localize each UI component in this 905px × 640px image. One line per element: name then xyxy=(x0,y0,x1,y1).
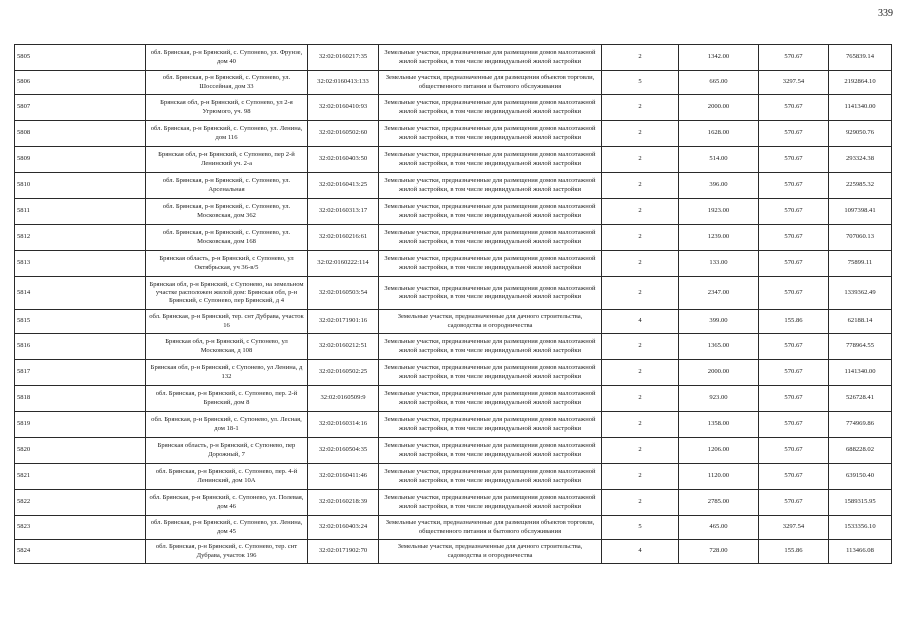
area-cell: 2785.00 xyxy=(679,490,759,516)
address-cell: Брянская обл, р-н Брянский, с Супонево, ул Ленина, д 132 xyxy=(146,360,308,386)
area-cell: 923.00 xyxy=(679,386,759,412)
land-use-cell: Земельные участки, предназначенные для размещения домов малоэтажной жилой застройки, в том числе индивидуальной жилой застройки xyxy=(379,95,602,121)
land-use-cell: Земельные участки, предназначенные для размещения домов малоэтажной жилой застройки, в том числе индивидуальной жилой застройки xyxy=(379,45,602,71)
cadastral-number-cell: 32:02:0160411:46 xyxy=(308,464,379,490)
land-use-cell: Земельные участки, предназначенные для размещения домов малоэтажной жилой застройки, в том числе индивидуальной жилой застройки xyxy=(379,412,602,438)
area-cell: 1923.00 xyxy=(679,199,759,225)
table-row xyxy=(15,121,892,147)
table-row xyxy=(15,95,892,121)
row-number: 5817 xyxy=(15,360,146,386)
land-use-cell: Земельные участки, предназначенные для размещения домов малоэтажной жилой застройки, в том числе индивидуальной жилой застройки xyxy=(379,464,602,490)
land-use-cell: Земельные участки, предназначенные для размещения домов малоэтажной жилой застройки, в том числе индивидуальной жилой застройки xyxy=(379,225,602,251)
table-row xyxy=(15,438,892,464)
area-cell: 1239.00 xyxy=(679,225,759,251)
address-cell: обл. Брянская, р-н Брянский, с. Супонево, тер. снт Дубрава, участок 196 xyxy=(146,540,308,564)
table-row xyxy=(15,464,892,490)
cadastral-number-cell: 32:02:0160502:25 xyxy=(308,360,379,386)
table-row xyxy=(15,386,892,412)
specific-value-cell: 3297.54 xyxy=(759,71,829,95)
group-cell: 2 xyxy=(602,225,679,251)
specific-value-cell: 570.67 xyxy=(759,121,829,147)
specific-value-cell: 570.67 xyxy=(759,95,829,121)
area-cell: 2347.00 xyxy=(679,277,759,310)
cadastral-value-cell: 929050.76 xyxy=(829,121,892,147)
specific-value-cell: 570.67 xyxy=(759,490,829,516)
address-cell: обл. Брянская, р-н Брянский, с. Супонево, ул. Лесная, дом 18-1 xyxy=(146,412,308,438)
address-cell: Брянская обл, р-н Брянский, с Супонево, на земельном участке расположен жилой дом: Брянская обл, р-н Брянский, с Супонево, пер Брянский, д 4 xyxy=(146,277,308,310)
area-cell: 665.00 xyxy=(679,71,759,95)
cadastral-value-cell: 62188.14 xyxy=(829,310,892,334)
area-cell: 1120.00 xyxy=(679,464,759,490)
area-cell: 1628.00 xyxy=(679,121,759,147)
address-cell: Брянская обл, р-н Брянский, с Супонево, пер 2-й Ленинский уч. 2-а xyxy=(146,147,308,173)
row-number: 5805 xyxy=(15,45,146,71)
group-cell: 2 xyxy=(602,386,679,412)
land-use-cell: Земельные участки, предназначенные для размещения домов малоэтажной жилой застройки, в том числе индивидуальной жилой застройки xyxy=(379,173,602,199)
group-cell: 2 xyxy=(602,412,679,438)
row-number: 5818 xyxy=(15,386,146,412)
group-cell: 2 xyxy=(602,45,679,71)
cadastral-value-cell: 778964.55 xyxy=(829,334,892,360)
cadastral-value-cell: 75899.11 xyxy=(829,251,892,277)
table-row xyxy=(15,516,892,540)
table-row xyxy=(15,334,892,360)
table-row xyxy=(15,251,892,277)
group-cell: 2 xyxy=(602,334,679,360)
address-cell: обл. Брянская, р-н Брянский, тер. снт Дубрава, участок 16 xyxy=(146,310,308,334)
cadastral-number-cell: 32:02:0160413:133 xyxy=(308,71,379,95)
cadastral-number-cell: 32:02:0160502:60 xyxy=(308,121,379,147)
cadastral-value-cell: 225985.32 xyxy=(829,173,892,199)
address-cell: обл. Брянская, р-н Брянский, с. Супонево, ул. Московская, дом 168 xyxy=(146,225,308,251)
address-cell: обл. Брянская, р-н Брянский, с. Супонево, ул. Ленина, дом 116 xyxy=(146,121,308,147)
address-cell: Брянская обл, р-н Брянский, с Супонево, ул 2-я Угрюмого, уч. 98 xyxy=(146,95,308,121)
row-number: 5807 xyxy=(15,95,146,121)
cadastral-number-cell: 32:02:0160218:39 xyxy=(308,490,379,516)
address-cell: обл. Брянская, р-н Брянский, с. Супонево, пер. 4-й Ленинский, дом 10А xyxy=(146,464,308,490)
cadastral-number-cell: 32:02:0160503:54 xyxy=(308,277,379,310)
group-cell: 2 xyxy=(602,95,679,121)
row-number: 5811 xyxy=(15,199,146,225)
table-row xyxy=(15,147,892,173)
area-cell: 465.00 xyxy=(679,516,759,540)
group-cell: 2 xyxy=(602,438,679,464)
land-use-cell: Земельные участки, предназначенные для размещения объектов торговли, общественного питания и бытового обслуживания xyxy=(379,516,602,540)
cadastral-number-cell: 32:02:0160413:25 xyxy=(308,173,379,199)
row-number: 5809 xyxy=(15,147,146,173)
specific-value-cell: 155.86 xyxy=(759,310,829,334)
specific-value-cell: 570.67 xyxy=(759,225,829,251)
cadastral-number-cell: 32:02:0160313:17 xyxy=(308,199,379,225)
specific-value-cell: 570.67 xyxy=(759,360,829,386)
row-number: 5815 xyxy=(15,310,146,334)
address-cell: обл. Брянская, р-н Брянский, с. Супонево, пер. 2-й Брянский, дом 8 xyxy=(146,386,308,412)
area-cell: 2000.00 xyxy=(679,360,759,386)
group-cell: 2 xyxy=(602,173,679,199)
row-number: 5813 xyxy=(15,251,146,277)
cadastral-number-cell: 32:02:0160403:50 xyxy=(308,147,379,173)
row-number: 5816 xyxy=(15,334,146,360)
table-row xyxy=(15,310,892,334)
table-row xyxy=(15,71,892,95)
row-number: 5824 xyxy=(15,540,146,564)
specific-value-cell: 570.67 xyxy=(759,173,829,199)
specific-value-cell: 570.67 xyxy=(759,277,829,310)
specific-value-cell: 570.67 xyxy=(759,464,829,490)
address-cell: обл. Брянская, р-н Брянский, с. Супонево, ул. Ленина, дом 45 xyxy=(146,516,308,540)
cadastral-number-cell: 32:02:0160410:93 xyxy=(308,95,379,121)
land-use-cell: Земельные участки, предназначенные для размещения объектов торговли, общественного питания и бытового обслуживания xyxy=(379,71,602,95)
group-cell: 4 xyxy=(602,310,679,334)
area-cell: 396.00 xyxy=(679,173,759,199)
page-number: 339 xyxy=(878,8,893,19)
area-cell: 728.00 xyxy=(679,540,759,564)
cadastral-value-cell: 774969.86 xyxy=(829,412,892,438)
row-number: 5823 xyxy=(15,516,146,540)
specific-value-cell: 570.67 xyxy=(759,386,829,412)
cadastral-value-cell: 765839.14 xyxy=(829,45,892,71)
row-number: 5819 xyxy=(15,412,146,438)
area-cell: 2000.00 xyxy=(679,95,759,121)
cadastral-value-cell: 1141340.00 xyxy=(829,95,892,121)
address-cell: Брянская область, р-н Брянский, с Супонево, пер Дорожный, 7 xyxy=(146,438,308,464)
cadastral-value-cell: 639150.40 xyxy=(829,464,892,490)
table-row xyxy=(15,173,892,199)
land-use-cell: Земельные участки, предназначенные для размещения домов малоэтажной жилой застройки, в том числе индивидуальной жилой застройки xyxy=(379,490,602,516)
specific-value-cell: 570.67 xyxy=(759,199,829,225)
cadastral-number-cell: 32:02:0160212:51 xyxy=(308,334,379,360)
group-cell: 4 xyxy=(602,540,679,564)
address-cell: Брянская область, р-н Брянский, с Супонево, ул Октябрьская, уч 36-в/5 xyxy=(146,251,308,277)
land-use-cell: Земельные участки, предназначенные для дачного строительства, садоводства и огородничества xyxy=(379,540,602,564)
cadastral-number-cell: 32:02:0160509:9 xyxy=(308,386,379,412)
address-cell: обл. Брянская, р-н Брянский, с. Супонево, ул. Полевая, дом 46 xyxy=(146,490,308,516)
cadastral-number-cell: 32:02:0160314:16 xyxy=(308,412,379,438)
group-cell: 2 xyxy=(602,147,679,173)
cadastral-value-cell: 707060.13 xyxy=(829,225,892,251)
address-cell: обл. Брянская, р-н Брянский, с. Супонево, ул. Шоссейная, дом 33 xyxy=(146,71,308,95)
group-cell: 5 xyxy=(602,71,679,95)
land-use-cell: Земельные участки, предназначенные для размещения домов малоэтажной жилой застройки, в том числе индивидуальной жилой застройки xyxy=(379,147,602,173)
cadastral-value-cell: 688228.02 xyxy=(829,438,892,464)
cadastral-value-cell: 293324.38 xyxy=(829,147,892,173)
row-number: 5821 xyxy=(15,464,146,490)
table-row xyxy=(15,490,892,516)
cadastral-value-cell: 1141340.00 xyxy=(829,360,892,386)
row-number: 5820 xyxy=(15,438,146,464)
area-cell: 399.00 xyxy=(679,310,759,334)
group-cell: 2 xyxy=(602,199,679,225)
row-number: 5808 xyxy=(15,121,146,147)
address-cell: обл. Брянская, р-н Брянский, с. Супонево, ул. Фрунзе, дом 40 xyxy=(146,45,308,71)
group-cell: 2 xyxy=(602,464,679,490)
address-cell: обл. Брянская, р-н Брянский, с. Супонево, ул. Арсенальная xyxy=(146,173,308,199)
land-use-cell: Земельные участки, предназначенные для размещения домов малоэтажной жилой застройки, в том числе индивидуальной жилой застройки xyxy=(379,121,602,147)
cadastral-value-table xyxy=(14,44,892,564)
land-use-cell: Земельные участки, предназначенные для размещения домов малоэтажной жилой застройки, в том числе индивидуальной жилой застройки xyxy=(379,334,602,360)
land-use-cell: Земельные участки, предназначенные для размещения домов малоэтажной жилой застройки, в том числе индивидуальной жилой застройки xyxy=(379,277,602,310)
specific-value-cell: 3297.54 xyxy=(759,516,829,540)
land-use-cell: Земельные участки, предназначенные для дачного строительства, садоводства и огородничества xyxy=(379,310,602,334)
cadastral-value-cell: 113466.08 xyxy=(829,540,892,564)
group-cell: 2 xyxy=(602,251,679,277)
group-cell: 2 xyxy=(602,121,679,147)
group-cell: 2 xyxy=(602,360,679,386)
group-cell: 5 xyxy=(602,516,679,540)
specific-value-cell: 570.67 xyxy=(759,251,829,277)
specific-value-cell: 570.67 xyxy=(759,147,829,173)
cadastral-number-cell: 32:02:0171901:16 xyxy=(308,310,379,334)
specific-value-cell: 570.67 xyxy=(759,438,829,464)
cadastral-value-cell: 2192864.10 xyxy=(829,71,892,95)
group-cell: 2 xyxy=(602,277,679,310)
cadastral-number-cell: 32:02:0171902:70 xyxy=(308,540,379,564)
row-number: 5810 xyxy=(15,173,146,199)
cadastral-value-cell: 526728.41 xyxy=(829,386,892,412)
row-number: 5814 xyxy=(15,277,146,310)
area-cell: 1206.00 xyxy=(679,438,759,464)
land-use-cell: Земельные участки, предназначенные для размещения домов малоэтажной жилой застройки, в том числе индивидуальной жилой застройки xyxy=(379,199,602,225)
cadastral-number-cell: 32:02:0160504:35 xyxy=(308,438,379,464)
cadastral-number-cell: 32:02:0160216:61 xyxy=(308,225,379,251)
cadastral-value-cell: 1339362.49 xyxy=(829,277,892,310)
table-row xyxy=(15,225,892,251)
specific-value-cell: 570.67 xyxy=(759,412,829,438)
area-cell: 514.00 xyxy=(679,147,759,173)
table-row xyxy=(15,360,892,386)
table-row xyxy=(15,277,892,310)
land-use-cell: Земельные участки, предназначенные для размещения домов малоэтажной жилой застройки, в том числе индивидуальной жилой застройки xyxy=(379,438,602,464)
area-cell: 133.00 xyxy=(679,251,759,277)
cadastral-number-cell: 32:02:0160217:35 xyxy=(308,45,379,71)
specific-value-cell: 570.67 xyxy=(759,334,829,360)
table-row xyxy=(15,540,892,564)
cadastral-value-cell: 1533356.10 xyxy=(829,516,892,540)
area-cell: 1358.00 xyxy=(679,412,759,438)
cadastral-number-cell: 32:02:0160403:24 xyxy=(308,516,379,540)
row-number: 5806 xyxy=(15,71,146,95)
land-use-cell: Земельные участки, предназначенные для размещения домов малоэтажной жилой застройки, в том числе индивидуальной жилой застройки xyxy=(379,386,602,412)
group-cell: 2 xyxy=(602,490,679,516)
specific-value-cell: 155.86 xyxy=(759,540,829,564)
table-body xyxy=(15,45,892,564)
land-use-cell: Земельные участки, предназначенные для размещения домов малоэтажной жилой застройки, в том числе индивидуальной жилой застройки xyxy=(379,360,602,386)
land-use-cell: Земельные участки, предназначенные для размещения домов малоэтажной жилой застройки, в том числе индивидуальной жилой застройки xyxy=(379,251,602,277)
specific-value-cell: 570.67 xyxy=(759,45,829,71)
cadastral-value-cell: 1097398.41 xyxy=(829,199,892,225)
row-number: 5812 xyxy=(15,225,146,251)
area-cell: 1365.00 xyxy=(679,334,759,360)
table-row xyxy=(15,199,892,225)
table-row xyxy=(15,45,892,71)
cadastral-number-cell: 32:02:0160222:114 xyxy=(308,251,379,277)
cadastral-value-cell: 1589315.95 xyxy=(829,490,892,516)
address-cell: Брянская обл, р-н Брянский, с Супонево, ул Московская, д 108 xyxy=(146,334,308,360)
area-cell: 1342.00 xyxy=(679,45,759,71)
table-row xyxy=(15,412,892,438)
address-cell: обл. Брянская, р-н Брянский, с. Супонево, ул. Московская, дом 362 xyxy=(146,199,308,225)
row-number: 5822 xyxy=(15,490,146,516)
